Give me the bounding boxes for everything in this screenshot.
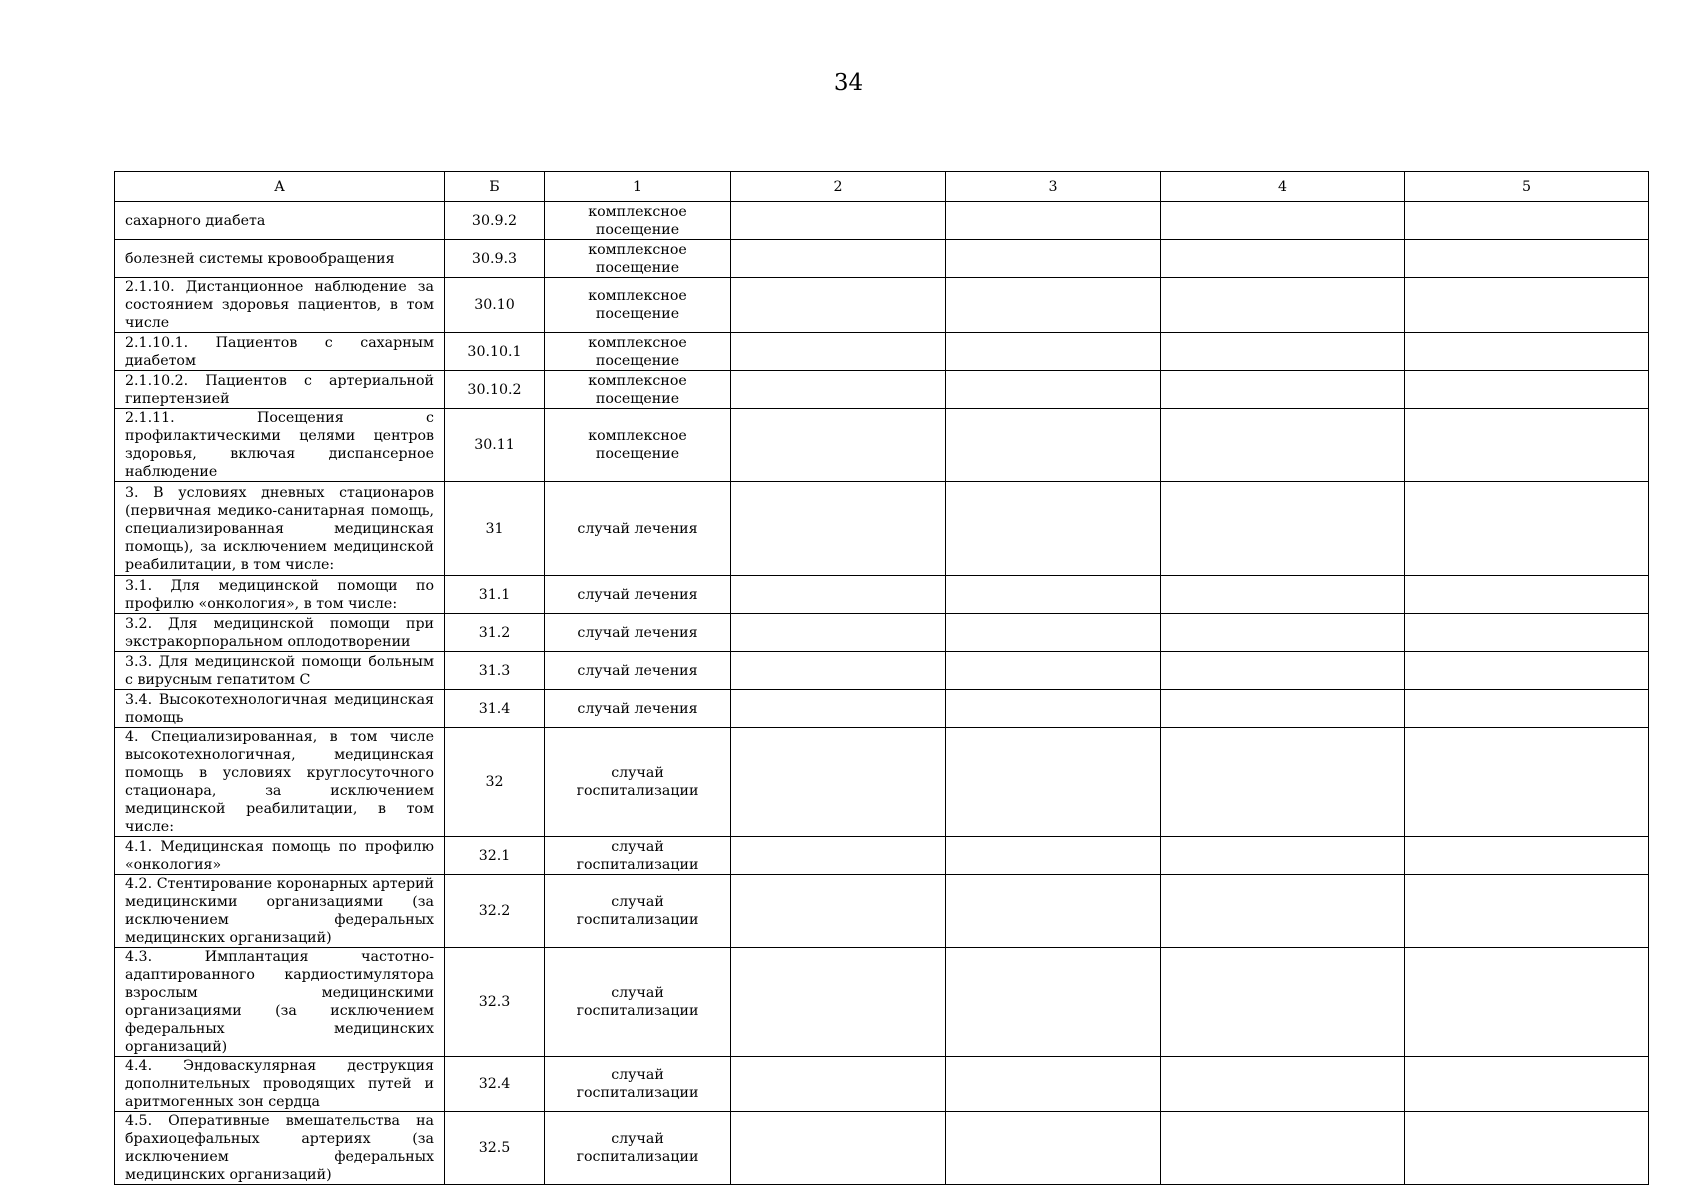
column-header-4: 4 [1161,172,1405,202]
row-description-cell: болезней системы кровообращения [115,240,445,278]
row-unit-cell: комплексное посещение [545,278,731,333]
row-value-cell-2 [731,1112,946,1185]
row-value-cell-2 [731,482,946,576]
row-description-cell: 2.1.11. Посещения с профилактическими целями центров здоровья, включая диспансерное наблюдение [115,409,445,482]
row-value-cell-5 [1405,240,1649,278]
row-unit-cell: случай госпитализации [545,948,731,1057]
column-header-1: 1 [545,172,731,202]
row-value-cell-5 [1405,333,1649,371]
row-value-cell-3 [946,837,1161,875]
row-value-cell-5 [1405,576,1649,614]
row-code-cell: 32.5 [445,1112,545,1185]
row-description-cell: 4.5. Оперативные вмешательства на брахиоцефальных артериях (за исключением федеральных медицинских организаций) [115,1112,445,1185]
row-value-cell-4 [1161,576,1405,614]
row-value-cell-2 [731,409,946,482]
row-value-cell-2 [731,652,946,690]
row-description-cell: 3.1. Для медицинской помощи по профилю «онкология», в том числе: [115,576,445,614]
page-number: 34 [833,70,864,96]
row-value-cell-3 [946,240,1161,278]
row-value-cell-3 [946,409,1161,482]
table-row [115,1057,1649,1112]
row-code-cell: 31.3 [445,652,545,690]
row-unit-cell: случай лечения [545,652,731,690]
table-row [115,409,1649,482]
row-value-cell-5 [1405,371,1649,409]
row-value-cell-4 [1161,728,1405,837]
row-value-cell-2 [731,614,946,652]
row-value-cell-4 [1161,1057,1405,1112]
row-value-cell-2 [731,202,946,240]
row-value-cell-2 [731,948,946,1057]
table-row [115,371,1649,409]
row-value-cell-2 [731,576,946,614]
row-value-cell-4 [1161,652,1405,690]
row-description-cell: 4.4. Эндоваскулярная деструкция дополнительных проводящих путей и аритмогенных зон сердца [115,1057,445,1112]
row-value-cell-4 [1161,482,1405,576]
row-value-cell-2 [731,333,946,371]
row-value-cell-5 [1405,875,1649,948]
row-value-cell-2 [731,371,946,409]
table-row [115,948,1649,1057]
row-description-cell: 4.1. Медицинская помощь по профилю «онкология» [115,837,445,875]
row-value-cell-4 [1161,837,1405,875]
row-value-cell-4 [1161,875,1405,948]
row-value-cell-3 [946,614,1161,652]
header-row [115,172,1649,202]
row-value-cell-4 [1161,333,1405,371]
row-value-cell-2 [731,875,946,948]
row-description-cell: 2.1.10.1. Пациентов с сахарным диабетом [115,333,445,371]
row-value-cell-2 [731,728,946,837]
row-code-cell: 31.2 [445,614,545,652]
row-code-cell: 30.10.1 [445,333,545,371]
column-header-2: 2 [731,172,946,202]
row-description-cell: 2.1.10.2. Пациентов с артериальной гипертензией [115,371,445,409]
row-value-cell-3 [946,202,1161,240]
row-value-cell-4 [1161,240,1405,278]
row-value-cell-4 [1161,371,1405,409]
row-unit-cell: случай лечения [545,614,731,652]
row-value-cell-4 [1161,278,1405,333]
row-value-cell-4 [1161,948,1405,1057]
column-header-b: Б [445,172,545,202]
table-row [115,837,1649,875]
row-value-cell-5 [1405,1057,1649,1112]
row-description-cell: 4. Специализированная, в том числе высокотехнологичная, медицинская помощь в условиях круглосуточного стационара, за исключением медицинской реабилитации, в том числе: [115,728,445,837]
row-code-cell: 30.11 [445,409,545,482]
row-code-cell: 30.10 [445,278,545,333]
row-value-cell-5 [1405,614,1649,652]
row-description-cell: 3.2. Для медицинской помощи при экстракорпоральном оплодотворении [115,614,445,652]
row-value-cell-3 [946,690,1161,728]
row-value-cell-3 [946,728,1161,837]
row-code-cell: 32.2 [445,875,545,948]
row-unit-cell: комплексное посещение [545,240,731,278]
row-value-cell-2 [731,690,946,728]
table-row [115,614,1649,652]
row-value-cell-5 [1405,837,1649,875]
row-value-cell-4 [1161,202,1405,240]
table-row [115,576,1649,614]
row-code-cell: 32 [445,728,545,837]
row-value-cell-2 [731,837,946,875]
row-value-cell-2 [731,1057,946,1112]
table-row [115,728,1649,837]
table-row [115,652,1649,690]
table-body [115,202,1649,1185]
row-description-cell: 2.1.10. Дистанционное наблюдение за состоянием здоровья пациентов, в том числе [115,278,445,333]
column-header-5: 5 [1405,172,1649,202]
row-value-cell-4 [1161,409,1405,482]
row-description-cell: 4.3. Имплантация частотно-адаптированного кардиостимулятора взрослым медицинскими организациями (за исключением федеральных медицинских организаций) [115,948,445,1057]
row-code-cell: 32.3 [445,948,545,1057]
row-unit-cell: случай госпитализации [545,1112,731,1185]
row-value-cell-5 [1405,202,1649,240]
table-row [115,875,1649,948]
row-unit-cell: случай госпитализации [545,837,731,875]
row-value-cell-5 [1405,728,1649,837]
row-value-cell-3 [946,875,1161,948]
row-code-cell: 32.1 [445,837,545,875]
table-row [115,1112,1649,1185]
row-code-cell: 30.10.2 [445,371,545,409]
row-unit-cell: случай лечения [545,576,731,614]
row-value-cell-5 [1405,652,1649,690]
row-description-cell: 3.4. Высокотехнологичная медицинская помощь [115,690,445,728]
row-value-cell-4 [1161,614,1405,652]
row-value-cell-4 [1161,690,1405,728]
table-row [115,333,1649,371]
row-value-cell-3 [946,1057,1161,1112]
row-value-cell-5 [1405,948,1649,1057]
row-unit-cell: комплексное посещение [545,371,731,409]
row-unit-cell: комплексное посещение [545,409,731,482]
table-row [115,202,1649,240]
row-description-cell: 4.2. Стентирование коронарных артерий медицинскими организациями (за исключением федеральных медицинских организаций) [115,875,445,948]
row-code-cell: 31.1 [445,576,545,614]
row-code-cell: 32.4 [445,1057,545,1112]
row-description-cell: сахарного диабета [115,202,445,240]
row-code-cell: 31.4 [445,690,545,728]
table-row [115,482,1649,576]
row-value-cell-5 [1405,482,1649,576]
column-header-3: 3 [946,172,1161,202]
row-code-cell: 30.9.2 [445,202,545,240]
row-code-cell: 30.9.3 [445,240,545,278]
row-code-cell: 31 [445,482,545,576]
row-unit-cell: случай госпитализации [545,728,731,837]
row-value-cell-3 [946,652,1161,690]
row-unit-cell: комплексное посещение [545,202,731,240]
row-value-cell-2 [731,240,946,278]
row-value-cell-5 [1405,409,1649,482]
column-header-a: А [115,172,445,202]
row-value-cell-3 [946,576,1161,614]
table-row [115,278,1649,333]
row-unit-cell: случай лечения [545,690,731,728]
table-row [115,240,1649,278]
data-table [114,171,1649,1185]
row-value-cell-3 [946,948,1161,1057]
row-value-cell-2 [731,278,946,333]
row-unit-cell: случай госпитализации [545,1057,731,1112]
row-value-cell-3 [946,278,1161,333]
row-unit-cell: комплексное посещение [545,333,731,371]
row-value-cell-5 [1405,278,1649,333]
row-value-cell-3 [946,371,1161,409]
row-value-cell-5 [1405,690,1649,728]
table-row [115,690,1649,728]
row-unit-cell: случай лечения [545,482,731,576]
row-description-cell: 3. В условиях дневных стационаров (первичная медико-санитарная помощь, специализированная медицинская помощь), за исключением медицинской реабилитации, в том числе: [115,482,445,576]
row-description-cell: 3.3. Для медицинской помощи больным с вирусным гепатитом С [115,652,445,690]
row-value-cell-4 [1161,1112,1405,1185]
row-value-cell-3 [946,333,1161,371]
row-value-cell-3 [946,482,1161,576]
row-value-cell-5 [1405,1112,1649,1185]
row-value-cell-3 [946,1112,1161,1185]
row-unit-cell: случай госпитализации [545,875,731,948]
